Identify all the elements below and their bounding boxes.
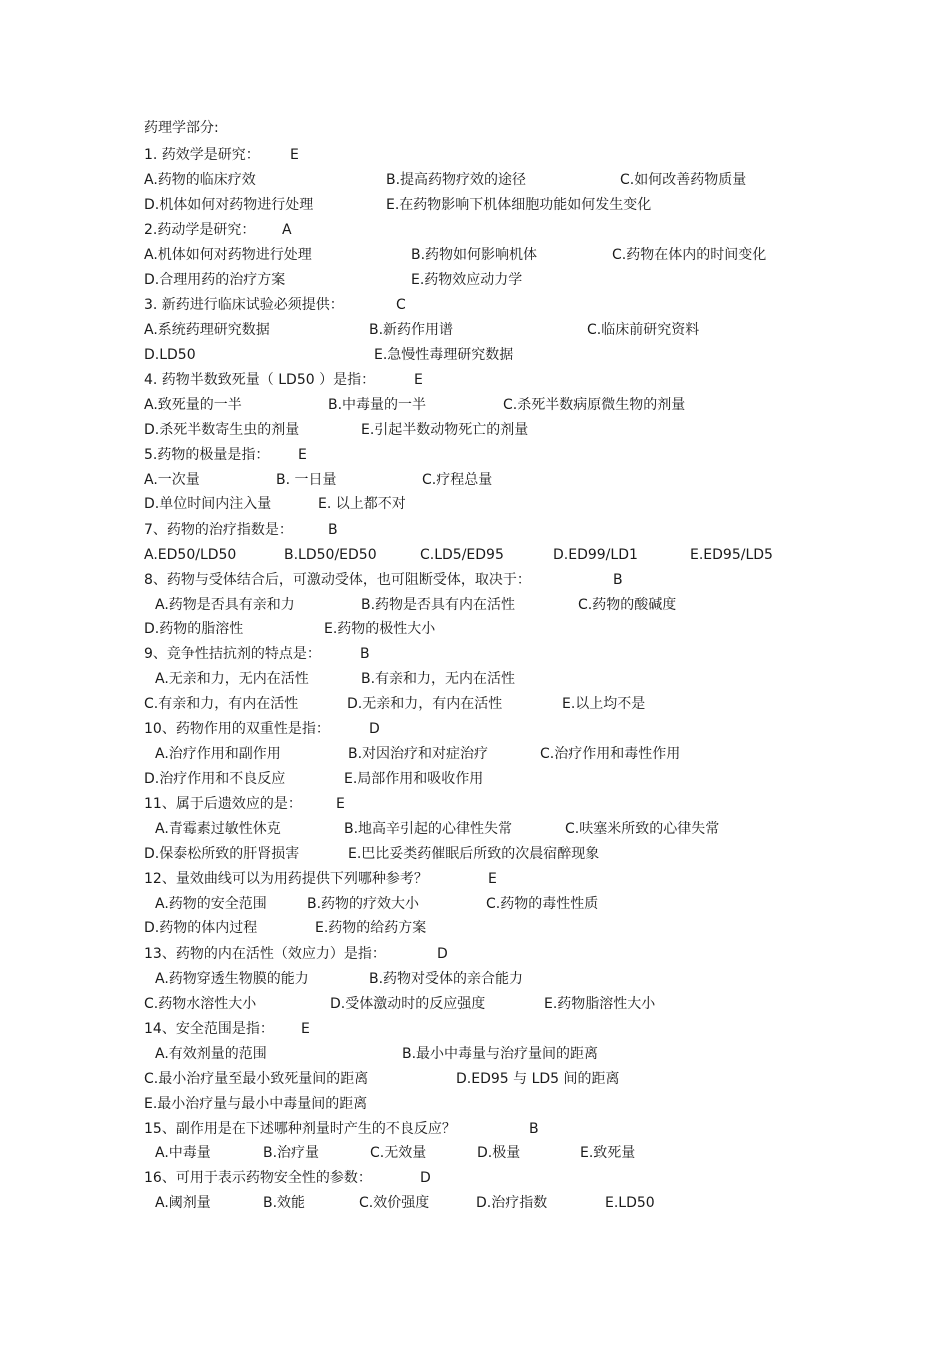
question-2-options-line-2 <box>0 270 950 290</box>
question-11-answer: E <box>336 796 345 812</box>
question-16-options-line-1 <box>0 1193 950 1213</box>
question-5-stem-line <box>0 445 950 465</box>
question-14-options-line-2 <box>0 1069 950 1089</box>
question-1-options-line-1 <box>0 170 950 190</box>
question-14-options-line-1 <box>0 1044 950 1064</box>
question-8-options-line-1 <box>0 595 950 615</box>
question-2-option-a: A.机体如何对药物进行处理 <box>144 247 312 263</box>
question-4-stem-line <box>0 370 950 390</box>
question-12-option-c: C.药物的毒性性质 <box>486 896 599 912</box>
question-9-option-c: C.有亲和力，有内在活性 <box>144 696 299 712</box>
section-heading: 药理学部分: <box>144 120 219 136</box>
question-11-option-c: C.呋塞米所致的心律失常 <box>565 821 720 837</box>
question-9-option-b: B.有亲和力，无内在活性 <box>361 671 516 687</box>
question-7-option-b: B.LD50/ED50 <box>284 547 377 563</box>
question-13-option-e: E.药物脂溶性大小 <box>544 996 656 1012</box>
question-7-option-e: E.ED95/LD5 <box>690 547 773 563</box>
question-12-option-b: B.药物的疗效大小 <box>307 896 420 912</box>
question-14-option-c: C.最小治疗量至最小致死量间的距离 <box>144 1071 369 1087</box>
question-11-stem: 11、属于后遗效应的是： <box>144 796 302 812</box>
question-9-option-d: D.无亲和力，有内在活性 <box>347 696 503 712</box>
question-7-options-line-1 <box>0 545 950 565</box>
question-1-options-line-2 <box>0 195 950 215</box>
question-4-option-e: E.引起半数动物死亡的剂量 <box>361 422 529 438</box>
section-heading-line <box>0 118 950 138</box>
question-12-option-a: A.药物的安全范围 <box>155 896 267 912</box>
question-1-option-a: A.药物的临床疗效 <box>144 172 256 188</box>
question-3-answer: C <box>396 297 406 313</box>
question-1-option-b: B.提高药物疗效的途径 <box>386 172 527 188</box>
question-8-option-a: A.药物是否具有亲和力 <box>155 597 295 613</box>
question-14-option-d: D.ED95 与 LD5 间的距离 <box>456 1071 620 1087</box>
question-7-stem-line <box>0 520 950 540</box>
question-4-option-b: B.中毒量的一半 <box>328 397 427 413</box>
question-9-answer: B <box>360 646 370 662</box>
question-2-stem: 2.药动学是研究： <box>144 222 256 238</box>
question-2-answer: A <box>282 222 292 238</box>
question-16-option-e: E.LD50 <box>605 1195 655 1211</box>
question-2-option-d: D.合理用药的治疗方案 <box>144 272 286 288</box>
question-8-option-b: B.药物是否具有内在活性 <box>361 597 516 613</box>
question-16-option-d: D.治疗指数 <box>476 1195 548 1211</box>
question-3-options-line-2 <box>0 345 950 365</box>
question-13-option-b: B.药物对受体的亲合能力 <box>369 971 524 987</box>
question-9-option-a: A.无亲和力，无内在活性 <box>155 671 309 687</box>
question-9-stem-line <box>0 644 950 664</box>
question-8-option-e: E.药物的极性大小 <box>324 621 436 637</box>
question-13-options-line-2 <box>0 994 950 1014</box>
question-16-option-a: A.阈剂量 <box>155 1195 211 1211</box>
question-2-option-b: B.药物如何影响机体 <box>411 247 538 263</box>
question-7-option-d: D.ED99/LD1 <box>553 547 638 563</box>
question-1-option-e: E.在药物影响下机体细胞功能如何发生变化 <box>386 197 652 213</box>
question-16-option-c: C.效价强度 <box>359 1195 430 1211</box>
question-15-option-a: A.中毒量 <box>155 1145 211 1161</box>
question-4-option-a: A.致死量的一半 <box>144 397 242 413</box>
question-12-stem: 12、量效曲线可以为用药提供下列哪种参考？ <box>144 871 428 887</box>
question-15-options-line-1 <box>0 1143 950 1163</box>
question-3-stem: 3. 新药进行临床试验必须提供： <box>144 297 344 313</box>
question-13-stem: 13、药物的内在活性（效应力）是指： <box>144 946 386 962</box>
question-15-option-c: C.无效量 <box>370 1145 427 1161</box>
question-4-stem: 4. 药物半数致死量（ LD50 ）是指： <box>144 372 376 388</box>
question-3-option-a: A.系统药理研究数据 <box>144 322 270 338</box>
question-5-options-line-2 <box>0 494 950 514</box>
question-12-stem-line <box>0 869 950 889</box>
question-16-answer: D <box>420 1170 431 1186</box>
question-3-option-c: C.临床前研究资料 <box>587 322 700 338</box>
question-8-stem-line <box>0 570 950 590</box>
question-10-option-b: B.对因治疗和对症治疗 <box>348 746 489 762</box>
question-14-option-b: B.最小中毒量与治疗量间的距离 <box>402 1046 599 1062</box>
question-1-stem-line <box>0 145 950 165</box>
question-1-option-c: C.如何改善药物质量 <box>620 172 747 188</box>
question-4-answer: E <box>414 372 423 388</box>
question-5-option-d: D.单位时间内注入量 <box>144 496 272 512</box>
question-15-option-e: E.致死量 <box>580 1145 636 1161</box>
question-10-options-line-2 <box>0 769 950 789</box>
question-13-option-a: A.药物穿透生物膜的能力 <box>155 971 309 987</box>
question-7-option-c: C.LD5/ED95 <box>420 547 504 563</box>
question-14-option-e: E.最小治疗量与最小中毒量间的距离 <box>144 1096 368 1112</box>
question-11-option-d: D.保泰松所致的肝肾损害 <box>144 846 300 862</box>
question-11-option-e: E.巴比妥类药催眠后所致的次晨宿醉现象 <box>348 846 600 862</box>
question-11-stem-line <box>0 794 950 814</box>
question-12-option-d: D.药物的体内过程 <box>144 920 258 936</box>
question-7-option-a: A.ED50/LD50 <box>144 547 237 563</box>
question-5-options-line-1 <box>0 470 950 490</box>
question-2-option-c: C.药物在体内的时间变化 <box>612 247 767 263</box>
question-11-options-line-2 <box>0 844 950 864</box>
question-10-answer: D <box>369 721 380 737</box>
question-5-option-a: A.一次量 <box>144 472 200 488</box>
question-8-option-c: C.药物的酸碱度 <box>578 597 677 613</box>
question-11-option-b: B.地高辛引起的心律性失常 <box>344 821 513 837</box>
question-5-option-c: C.疗程总量 <box>422 472 493 488</box>
question-4-option-c: C.杀死半数病原微生物的剂量 <box>503 397 686 413</box>
question-10-option-a: A.治疗作用和副作用 <box>155 746 281 762</box>
question-14-option-a: A.有效剂量的范围 <box>155 1046 267 1062</box>
question-15-stem-line <box>0 1119 950 1139</box>
question-12-option-e: E.药物的给药方案 <box>315 920 427 936</box>
question-3-option-e: E.急慢性毒理研究数据 <box>374 347 514 363</box>
question-16-stem: 16、可用于表示药物安全性的参数： <box>144 1170 372 1186</box>
question-2-option-e: E.药物效应动力学 <box>411 272 523 288</box>
question-4-options-line-1 <box>0 395 950 415</box>
question-13-options-line-1 <box>0 969 950 989</box>
question-14-stem: 14、安全范围是指： <box>144 1021 274 1037</box>
question-12-options-line-1 <box>0 894 950 914</box>
question-3-options-line-1 <box>0 320 950 340</box>
question-10-stem-line <box>0 719 950 739</box>
question-16-stem-line <box>0 1168 950 1188</box>
question-1-stem: 1. 药效学是研究： <box>144 147 260 163</box>
question-1-answer: E <box>290 147 299 163</box>
question-10-option-d: D.治疗作用和不良反应 <box>144 771 286 787</box>
question-3-option-b: B.新药作用谱 <box>369 322 454 338</box>
question-9-stem: 9、竞争性拮抗剂的特点是： <box>144 646 321 662</box>
question-2-stem-line <box>0 220 950 240</box>
question-5-stem: 5.药物的极量是指： <box>144 447 270 463</box>
question-13-option-c: C.药物水溶性大小 <box>144 996 257 1012</box>
question-15-option-b: B.治疗量 <box>263 1145 320 1161</box>
question-9-options-line-1 <box>0 669 950 689</box>
question-5-answer: E <box>298 447 307 463</box>
question-11-option-a: A.青霉素过敏性休克 <box>155 821 281 837</box>
question-7-stem: 7、药物的治疗指数是： <box>144 522 293 538</box>
question-14-stem-line <box>0 1019 950 1039</box>
question-10-options-line-1 <box>0 744 950 764</box>
question-16-option-b: B.效能 <box>263 1195 306 1211</box>
question-4-options-line-2 <box>0 420 950 440</box>
question-12-answer: E <box>488 871 497 887</box>
question-15-option-d: D.极量 <box>477 1145 521 1161</box>
question-2-options-line-1 <box>0 245 950 265</box>
question-1-option-d: D.机体如何对药物进行处理 <box>144 197 314 213</box>
question-10-stem: 10、药物作用的双重性是指： <box>144 721 330 737</box>
question-15-answer: B <box>529 1121 539 1137</box>
question-9-option-e: E.以上均不是 <box>562 696 646 712</box>
question-14-options-line-3 <box>0 1094 950 1114</box>
question-7-answer: B <box>328 522 338 538</box>
question-13-answer: D <box>437 946 448 962</box>
question-3-option-d: D.LD50 <box>144 347 196 363</box>
question-13-option-d: D.受体激动时的反应强度 <box>330 996 486 1012</box>
question-8-options-line-2 <box>0 619 950 639</box>
question-5-option-b: B. 一日量 <box>276 472 337 488</box>
question-11-options-line-1 <box>0 819 950 839</box>
question-14-answer: E <box>301 1021 310 1037</box>
question-8-answer: B <box>613 572 623 588</box>
question-13-stem-line <box>0 944 950 964</box>
question-8-stem: 8、药物与受体结合后，可激动受体，也可阻断受体，取决于： <box>144 572 531 588</box>
question-3-stem-line <box>0 295 950 315</box>
question-10-option-e: E.局部作用和吸收作用 <box>344 771 484 787</box>
question-12-options-line-2 <box>0 918 950 938</box>
question-10-option-c: C.治疗作用和毒性作用 <box>540 746 681 762</box>
question-8-option-d: D.药物的脂溶性 <box>144 621 244 637</box>
question-5-option-e: E. 以上都不对 <box>318 496 406 512</box>
question-9-options-line-2 <box>0 694 950 714</box>
question-4-option-d: D.杀死半数寄生虫的剂量 <box>144 422 300 438</box>
question-15-stem: 15、副作用是在下述哪种剂量时产生的不良反应？ <box>144 1121 456 1137</box>
